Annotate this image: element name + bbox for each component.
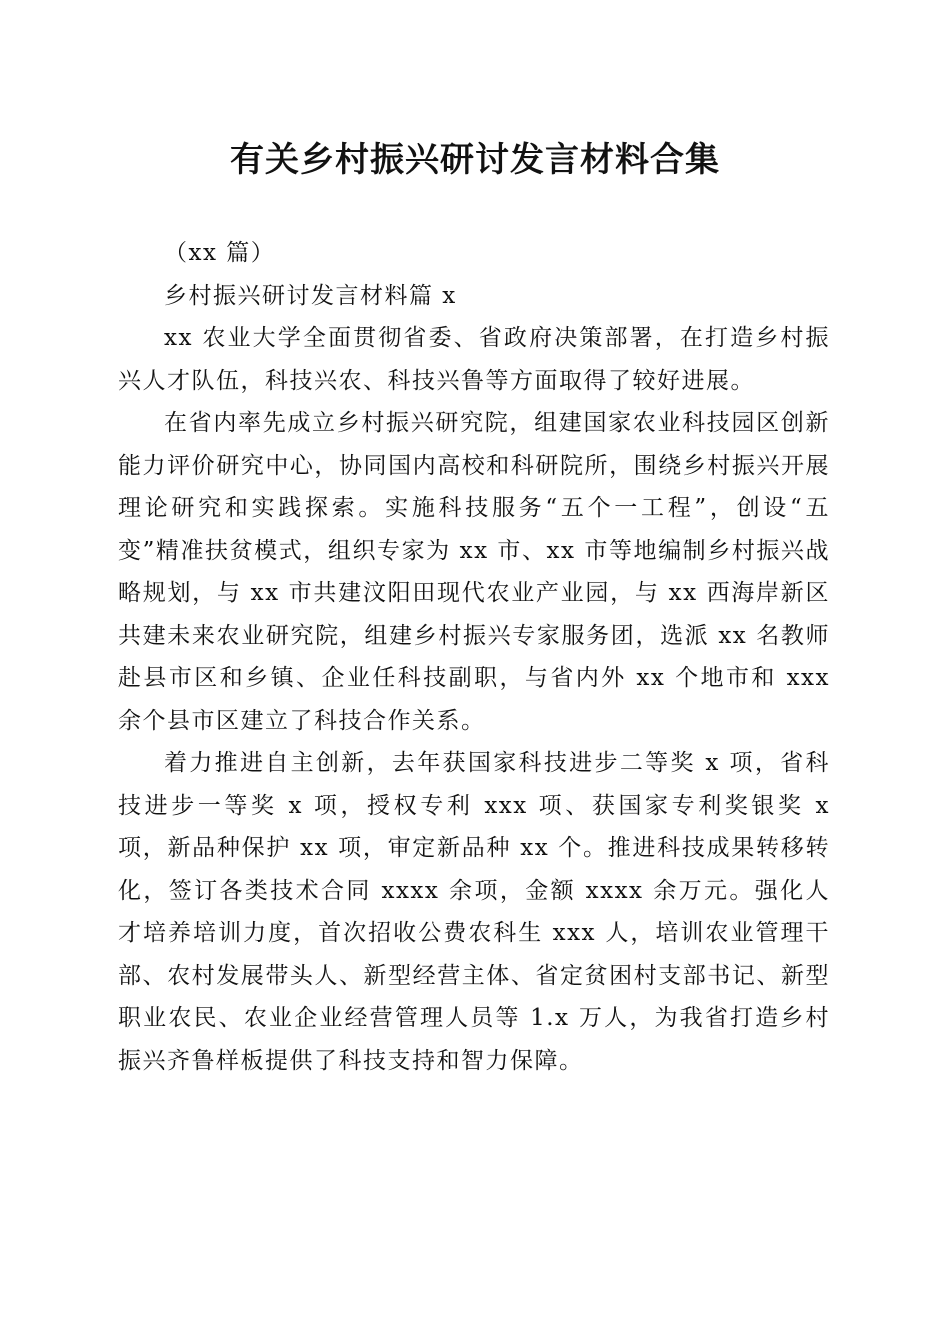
paragraph-research-institute: 在省内率先成立乡村振兴研究院，组建国家农业科技园区创新能力评价研究中心，协同国内高校和科研院所，围绕乡村振兴开展理论研究和实践探索。实施科技服务“五个一工程”，创设“五变”精准扶贫模式，组织专家为 xx 市、xx 市等地编制乡村振兴战略规划，与 xx 市共建汶阳田现代农业产业园，与 xx 西海岸新区共建未来农业研究院，组建乡村振兴专家服务团，选派 xx 名教师赴县市区和乡镇、企业任科技副职，与省内外 xx 个地市和 xxx 余个县市区建立了科技合作关系。 bbox=[118, 410, 830, 734]
paragraph-subtitle: 乡村振兴研讨发言材料篇 x bbox=[164, 282, 457, 309]
document-title: 有关乡村振兴研讨发言材料合集 bbox=[230, 140, 720, 180]
paragraph-intro: xx 农业大学全面贯彻省委、省政府决策部署，在打造乡村振兴人才队伍，科技兴农、科技兴鲁等方面取得了较好进展。 bbox=[118, 325, 830, 394]
paragraph-innovation: 着力推进自主创新，去年获国家科技进步二等奖 x 项，省科技进步一等奖 x 项，授权专利 xxx 项、获国家专利奖银奖 x 项，新品种保护 xx 项，审定新品种 xx 个。推进科技成果转移转化，签订各类技术合同 xxxx 余项，金额 xxxx 余万元。强化人才培养培训力度，首次招收公费农科生 xxx 人，培训农业管理干部、农村发展带头人、新型经营主体、省定贫困村支部书记、新型职业农民、农业企业经营管理人员等 1.x 万人，为我省打造乡村振兴齐鲁样板提供了科技支持和智力保障。 bbox=[118, 750, 830, 1074]
document-body bbox=[118, 232, 830, 1082]
paragraph-count-note: （xx 篇） bbox=[164, 240, 276, 266]
